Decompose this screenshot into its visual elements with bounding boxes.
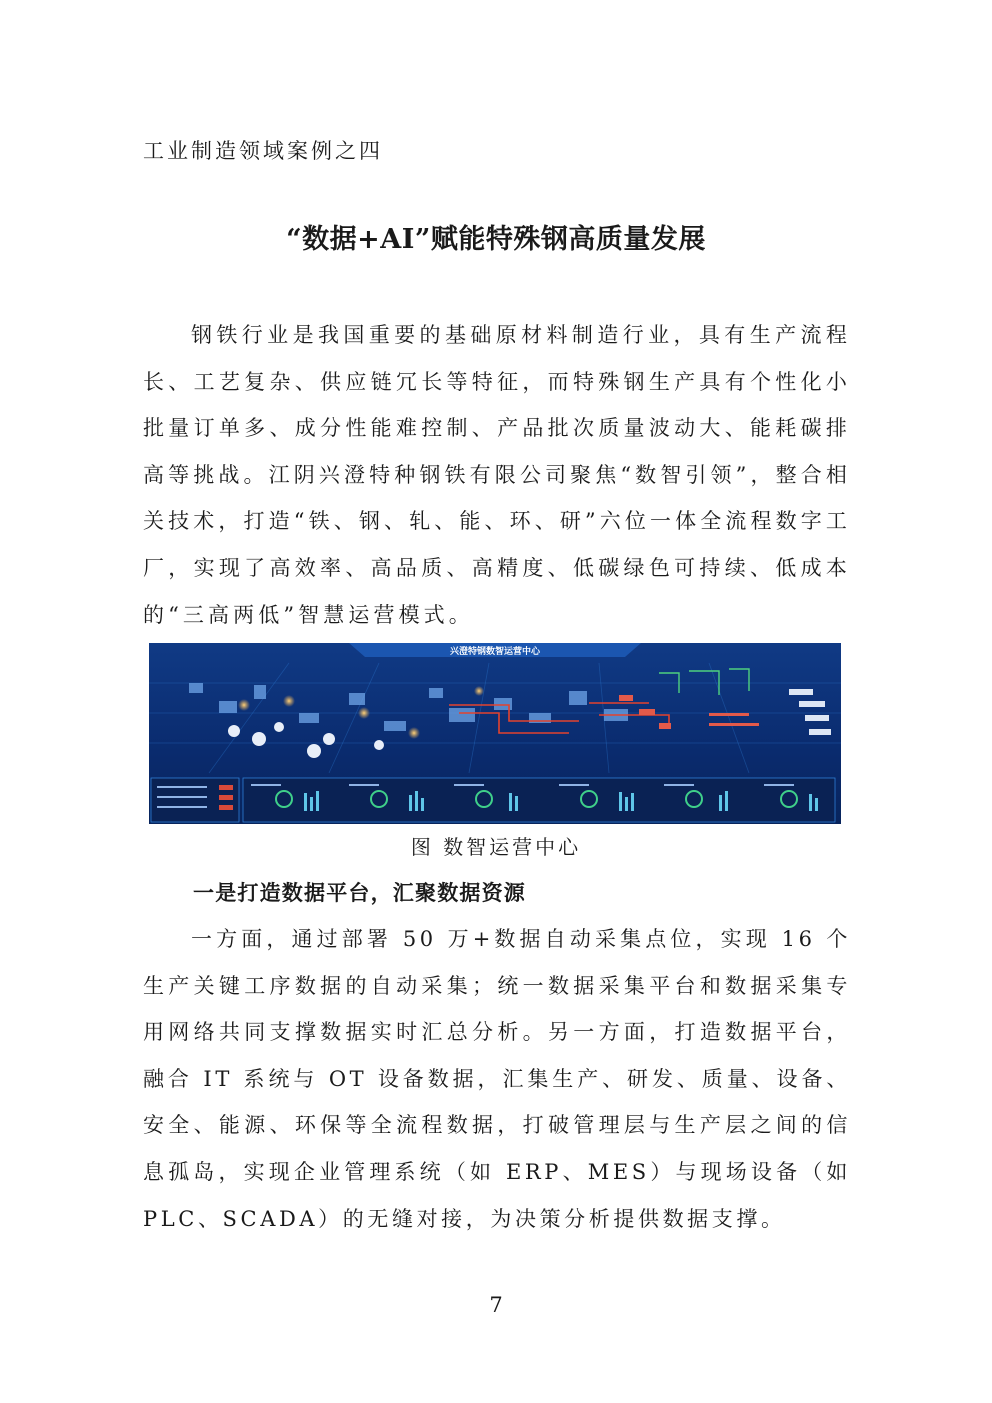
figure-caption: 图 数智运营中心 (410, 835, 582, 859)
section-paragraph: 一方面，通过部署 50 万+数据自动采集点位，实现 16 个生产关键工序数据的自动采集；统一数据采集平台和数据采集专用网络共同支撑数据实时汇总分析。另一方面，打造数据平台，融合 IT 系统与 OT 设备数据，汇集生产、研发、质量、设备、安全、能源、环保等全流程数据，打破管理层与生产层之间的信息孤岛，实现企业管理系统（如 ERP、MES）与现场设备（如 PLC、SCADA）的无缝对接，为决策分析提供数据支撑。 (143, 927, 851, 1231)
operations-center-image (149, 643, 841, 824)
page-title: “数据+AI”赋能特殊钢高质量发展 (286, 224, 706, 255)
section-heading: 一是打造数据平台，汇聚数据资源 (193, 881, 526, 905)
screen-title: 兴澄特钢数智运营中心 (449, 647, 541, 657)
series-label: 工业制造领域案例之四 (143, 139, 383, 163)
intro-paragraph: 钢铁行业是我国重要的基础原材料制造行业，具有生产流程长、工艺复杂、供应链冗长等特征，而特殊钢生产具有个性化小批量订单多、成分性能难控制、产品批次质量波动大、能耗碳排高等挑战。江阴兴澄特种钢铁有限公司聚焦“数智引领”，整合相关技术，打造“铁、钢、轧、能、环、研”六位一体全流程数字工厂，实现了高效率、高品质、高精度、低碳绿色可持续、低成本的“三高两低”智慧运营模式。 (143, 323, 851, 627)
page-number: 7 (489, 1293, 503, 1317)
